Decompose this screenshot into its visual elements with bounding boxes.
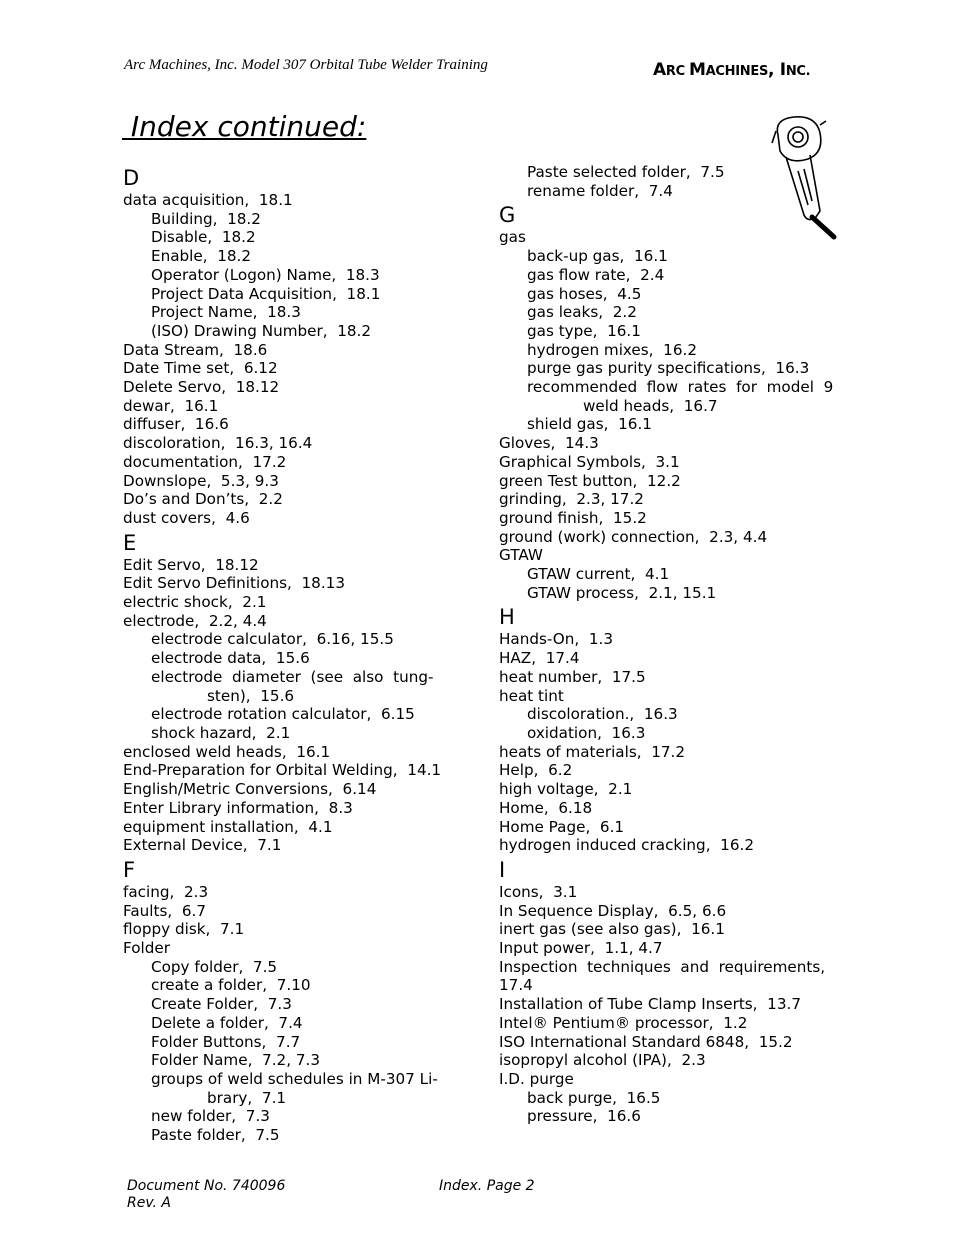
index-entry: English/Metric Conversions, 6.14 (123, 780, 377, 799)
index-entry: Graphical Symbols, 3.1 (499, 452, 680, 471)
index-subentry: electrode calculator, 6.16, 15.5 (151, 630, 394, 649)
index-subentry: gas leaks, 2.2 (527, 303, 637, 322)
index-entry: isopropyl alcohol (IPA), 2.3 (499, 1051, 706, 1070)
index-entry: high voltage, 2.1 (499, 780, 633, 799)
index-entry: diffuser, 16.6 (123, 415, 229, 434)
index-entry: Home Page, 6.1 (499, 817, 625, 836)
index-subentry: discoloration., 16.3 (527, 705, 678, 724)
index-entry: green Test button, 12.2 (499, 471, 681, 490)
index-subentry: Building, 18.2 (151, 209, 261, 228)
index-subentry: Copy folder, 7.5 (151, 957, 278, 976)
index-subentry: hydrogen mixes, 16.2 (527, 340, 697, 359)
index-entry: HAZ, 17.4 (499, 649, 580, 668)
index-entry: ISO International Standard 6848, 15.2 (499, 1032, 793, 1051)
index-entry: heat tint (499, 686, 564, 705)
index-letter-heading: D (123, 166, 140, 190)
index-subentry: Disable, 18.2 (151, 228, 256, 247)
index-subentry: new folder, 7.3 (151, 1107, 270, 1126)
index-letter-heading: F (123, 857, 136, 882)
index-entry: Enter Library information, 8.3 (123, 798, 353, 817)
index-letter-heading: G (499, 203, 516, 228)
index-entry-continuation: brary, 7.1 (207, 1088, 287, 1107)
index-subentry: Paste selected folder, 7.5 (527, 163, 725, 181)
index-subentry: gas hoses, 4.5 (527, 284, 642, 303)
index-subentry: Project Name, 18.3 (151, 303, 301, 322)
index-entry-continuation: sten), 15.6 (207, 686, 295, 705)
index-entry: Home, 6.18 (499, 798, 593, 817)
index-entry: Edit Servo, 18.12 (123, 555, 259, 574)
index-subentry: Folder Buttons, 7.7 (151, 1032, 301, 1051)
index-subentry: electrode data, 15.6 (151, 649, 310, 668)
index-subentry: shield gas, 16.1 (527, 415, 652, 434)
index-entry: enclosed weld heads, 16.1 (123, 742, 331, 761)
company-logo-text: ARC MACHINES, INC. (653, 60, 811, 80)
index-entry: grinding, 2.3, 17.2 (499, 490, 644, 509)
index-subentry: (ISO) Drawing Number, 18.2 (151, 321, 372, 340)
index-subentry: gas flow rate, 2.4 (527, 265, 665, 284)
index-column-right (499, 163, 834, 1126)
index-entry: Faults, 6.7 (123, 901, 206, 920)
document-number: Document No. 740096 (127, 1178, 286, 1194)
page-number: Index. Page 2 (439, 1178, 535, 1194)
index-entry: Do’s and Don’ts, 2.2 (123, 490, 283, 509)
index-subentry (499, 378, 834, 415)
index-entry-line: groups of weld schedules in M-307 Li- (151, 1069, 438, 1088)
index-entry-line: Inspection techniques and requirements, (499, 957, 826, 976)
index-entry: Icons, 3.1 (499, 882, 578, 901)
index-entry: dust covers, 4.6 (123, 508, 250, 527)
index-entry: electrode, 2.2, 4.4 (123, 611, 267, 630)
index-entry: dewar, 16.1 (123, 396, 219, 415)
index-entry: inert gas (see also gas), 16.1 (499, 920, 725, 939)
index-entry: Delete Servo, 18.12 (123, 378, 280, 397)
index-entry: Gloves, 14.3 (499, 434, 599, 453)
index-entry: End-Preparation for Orbital Welding, 14.1 (123, 761, 442, 780)
index-subentry: Create Folder, 7.3 (151, 995, 292, 1014)
index-entry: Downslope, 5.3, 9.3 (123, 471, 279, 490)
index-entry: Help, 6.2 (499, 761, 573, 780)
index-entry: Data Stream, 18.6 (123, 340, 268, 359)
index-entry: Intel® Pentium® processor, 1.2 (499, 1013, 748, 1032)
footer-left (127, 1178, 285, 1212)
index-subentry: GTAW process, 2.1, 15.1 (527, 583, 717, 602)
index-letter-heading: H (499, 605, 515, 630)
index-entry-continuation: weld heads, 16.7 (583, 396, 718, 415)
index-entry: Edit Servo Definitions, 18.13 (123, 574, 345, 593)
index-subentry: Paste folder, 7.5 (151, 1126, 280, 1145)
index-letter-heading: I (499, 857, 506, 882)
index-entry: hydrogen induced cracking, 16.2 (499, 836, 754, 855)
index-subentry (123, 1070, 458, 1107)
index-subentry: Delete a folder, 7.4 (151, 1013, 303, 1032)
index-entry: ground (work) connection, 2.3, 4.4 (499, 527, 768, 546)
index-letter-heading: E (123, 530, 137, 555)
index-entry: Installation of Tube Clamp Inserts, 13.7 (499, 995, 801, 1014)
index-entry: heats of materials, 17.2 (499, 742, 686, 761)
index-entry: equipment installation, 4.1 (123, 817, 333, 836)
index-subentry: Project Data Acquisition, 18.1 (151, 284, 381, 303)
index-entry: Date Time set, 6.12 (123, 359, 278, 378)
index-entry-line: electrode diameter (see also tung- (151, 667, 434, 686)
index-entry: data acquisition, 18.1 (123, 191, 293, 209)
index-subentry: create a folder, 7.10 (151, 976, 311, 995)
index-subentry: pressure, 16.6 (527, 1107, 641, 1126)
index-entry: GTAW (499, 546, 543, 565)
index-subentry: Folder Name, 7.2, 7.3 (151, 1051, 321, 1070)
index-column-left (123, 163, 458, 1145)
index-subentry: purge gas purity specifications, 16.3 (527, 359, 810, 378)
index-entry: facing, 2.3 (123, 882, 209, 901)
index-subentry: electrode rotation calculator, 6.15 (151, 705, 415, 724)
index-subentry: shock hazard, 2.1 (151, 723, 291, 742)
index-entry-line: recommended flow rates for model 9 (527, 378, 834, 397)
index-subentry: oxidation, 16.3 (527, 723, 646, 742)
page-title: Index continued: (122, 110, 367, 143)
index-entry: electric shock, 2.1 (123, 593, 267, 612)
index-entry: Hands-On, 1.3 (499, 630, 614, 649)
index-entry (499, 958, 831, 995)
running-header: Arc Machines, Inc. Model 307 Orbital Tube Welder Training (124, 57, 488, 73)
index-entry: I.D. purge (499, 1069, 574, 1088)
index-subentry: GTAW current, 4.1 (527, 565, 670, 584)
index-subentry (123, 668, 458, 705)
index-entry: floppy disk, 7.1 (123, 920, 245, 939)
revision: Rev. A (127, 1195, 171, 1211)
index-subentry: back purge, 16.5 (527, 1088, 661, 1107)
index-entry: In Sequence Display, 6.5, 6.6 (499, 901, 727, 920)
index-entry: Input power, 1.1, 4.7 (499, 939, 663, 958)
index-subentry: Operator (Logon) Name, 18.3 (151, 265, 380, 284)
index-entry: heat number, 17.5 (499, 667, 646, 686)
index-entry: discoloration, 16.3, 16.4 (123, 434, 313, 453)
index-subentry: rename folder, 7.4 (527, 181, 673, 200)
index-subentry: Enable, 18.2 (151, 247, 252, 266)
index-entry-continuation: 17.4 (499, 976, 533, 995)
index-entry: Folder (123, 939, 170, 958)
index-subentry: back-up gas, 16.1 (527, 247, 668, 266)
index-entry: documentation, 17.2 (123, 452, 287, 471)
index-entry: ground finish, 15.2 (499, 508, 647, 527)
index-entry: gas (499, 228, 526, 247)
index-subentry: gas type, 16.1 (527, 321, 641, 340)
index-entry: External Device, 7.1 (123, 836, 282, 855)
